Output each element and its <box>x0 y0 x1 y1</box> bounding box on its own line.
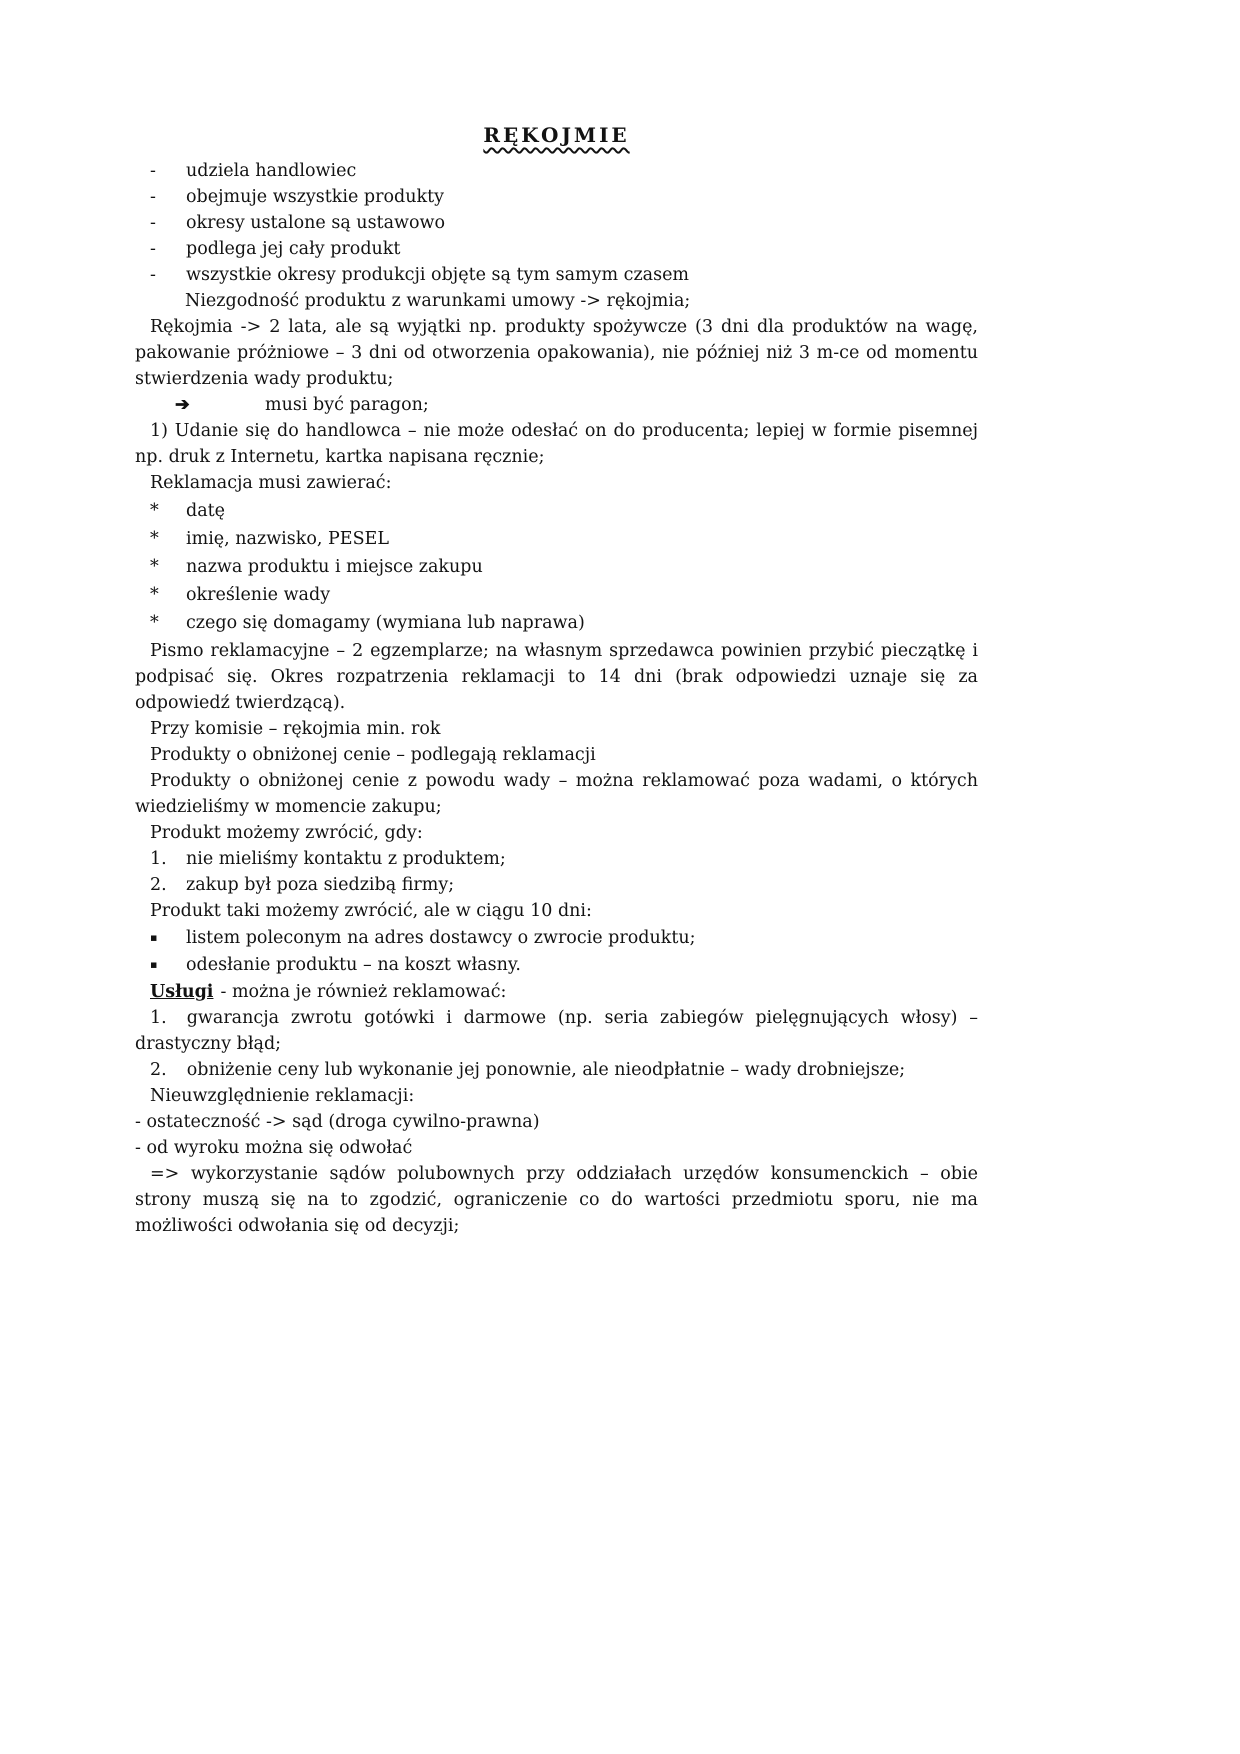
asterisk-list-item <box>150 582 978 608</box>
item-text: gwarancja zwrotu gotówki i darmowe (np. seria zabiegów pielęgnujących włosy) – drastyczny błąd; <box>135 1008 978 1054</box>
list-item-text: udziela handlowiec <box>186 161 357 181</box>
dash-list-item <box>150 262 978 288</box>
asterisk-bullet: * <box>150 557 159 577</box>
services-header <box>150 979 978 1005</box>
asterisk-list-item <box>150 498 978 524</box>
asterisk-list-item <box>150 526 978 552</box>
services-header-text: - można je również reklamować: <box>220 982 507 1002</box>
list-item-text: musi być paragon; <box>265 395 429 415</box>
asterisk-bullet: * <box>150 613 159 633</box>
list-item-text: nie mieliśmy kontaktu z produktem; <box>186 849 506 869</box>
nonconformity-line: Niezgodność produktu z warunkami umowy -> rękojmia; <box>185 291 691 311</box>
dash-list-item <box>150 158 978 184</box>
arrow-list-item <box>175 392 978 418</box>
service-claim-item <box>135 1057 978 1083</box>
dash-list-item <box>150 210 978 236</box>
list-item-text: czego się domagamy (wymiana lub naprawa) <box>186 613 585 633</box>
warranty-period-paragraph: Rękojmia -> 2 lata, ale są wyjątki np. produkty spożywcze (3 dni dla produktów na wagę, pakowanie próżniowe – 3 dni od otworzenia opakowania), nie później niż 3 m-ce od momentu stwierdzenia wady produktu; <box>135 317 978 389</box>
square-bullet: ▪ <box>150 931 158 944</box>
list-item-text: odesłanie produktu – na koszt własny. <box>186 955 521 975</box>
document-title-text: RĘKOJMIE <box>483 123 630 147</box>
consignment-line: Przy komisie – rękojmia min. rok <box>150 719 441 739</box>
list-item-text: określenie wady <box>186 585 331 605</box>
list-item-text: listem poleconym na adres dostawcy o zwrocie produktu; <box>186 928 696 948</box>
list-item-text: wszystkie okresy produkcji objęte są tym samym czasem <box>186 265 690 285</box>
dash-list-item <box>150 236 978 262</box>
square-list-item <box>150 952 978 978</box>
document-content <box>135 120 978 1239</box>
square-bullet: ▪ <box>150 958 158 971</box>
return-conditions-header: Produkt możemy zwrócić, gdy: <box>150 823 423 843</box>
dash-bullet: - <box>150 265 156 285</box>
list-item-text: zakup był poza siedzibą firmy; <box>186 875 455 895</box>
item-number: 2. <box>150 875 167 895</box>
complaint-letter-paragraph: Pismo reklamacyjne – 2 egzemplarze; na własnym sprzedawca powinien przybić pieczątkę i podpisać się. Okres rozpatrzenia reklamacji to 14 dni (brak odpowiedzi uznaje się za odpowiedź twierdzącą). <box>135 641 978 713</box>
return-deadline-line: Produkt taki możemy zwrócić, ale w ciągu 10 dni: <box>150 901 592 921</box>
go-to-merchant-paragraph: 1) Udanie się do handlowca – nie może odesłać on do producenta; lepiej w formie pisemnej np. druk z Internetu, kartka napisana ręcznie; <box>135 421 978 467</box>
asterisk-list-item <box>150 554 978 580</box>
rejection-option-line: - od wyroku można się odwołać <box>135 1138 413 1158</box>
document-title <box>135 120 978 150</box>
service-claim-item <box>135 1005 978 1057</box>
list-item-text: datę <box>186 501 226 521</box>
numbered-list-item <box>150 846 978 872</box>
discounted-products-line: Produkty o obniżonej cenie – podlegają reklamacji <box>150 745 596 765</box>
dash-bullet: - <box>150 187 156 207</box>
dash-bullet: - <box>150 213 156 233</box>
list-item-text: nazwa produktu i miejsce zakupu <box>186 557 483 577</box>
item-text: obniżenie ceny lub wykonanie jej ponownie, ale nieodpłatnie – wady drobniejsze; <box>186 1060 906 1080</box>
services-label: Usługi <box>150 982 214 1002</box>
rejection-header: Nieuwzględnienie reklamacji: <box>150 1086 415 1106</box>
item-number: 1. <box>150 849 167 869</box>
item-number: 2. <box>150 1060 167 1080</box>
rejection-option-line: - ostateczność -> sąd (droga cywilno-prawna) <box>135 1112 540 1132</box>
asterisk-bullet: * <box>150 529 159 549</box>
dash-bullet: - <box>150 161 156 181</box>
list-item-text: obejmuje wszystkie produkty <box>186 187 445 207</box>
dash-bullet: - <box>150 239 156 259</box>
asterisk-bullet: * <box>150 585 159 605</box>
list-item-text: podlega jej cały produkt <box>186 239 401 259</box>
dash-list-item <box>150 184 978 210</box>
numbered-list-item <box>150 872 978 898</box>
asterisk-bullet: * <box>150 501 159 521</box>
list-item-text: okresy ustalone są ustawowo <box>186 213 446 233</box>
item-number: 1. <box>150 1008 167 1028</box>
arbitration-paragraph: => wykorzystanie sądów polubownych przy oddziałach urzędów konsumenckich – obie strony muszą się na to zgodzić, ograniczenie co do wartości przedmiotu sporu, nie ma możliwości odwołania się od decyzji; <box>135 1164 978 1236</box>
discounted-defect-paragraph: Produkty o obniżonej cenie z powodu wady – można reklamować poza wadami, o których wiedzieliśmy w momencie zakupu; <box>135 771 978 817</box>
list-item-text: imię, nazwisko, PESEL <box>186 529 389 549</box>
complaint-requirements-header: Reklamacja musi zawierać: <box>150 473 392 493</box>
arrow-icon: ➔ <box>175 395 190 415</box>
asterisk-list-item <box>150 610 978 636</box>
square-list-item <box>150 925 978 951</box>
